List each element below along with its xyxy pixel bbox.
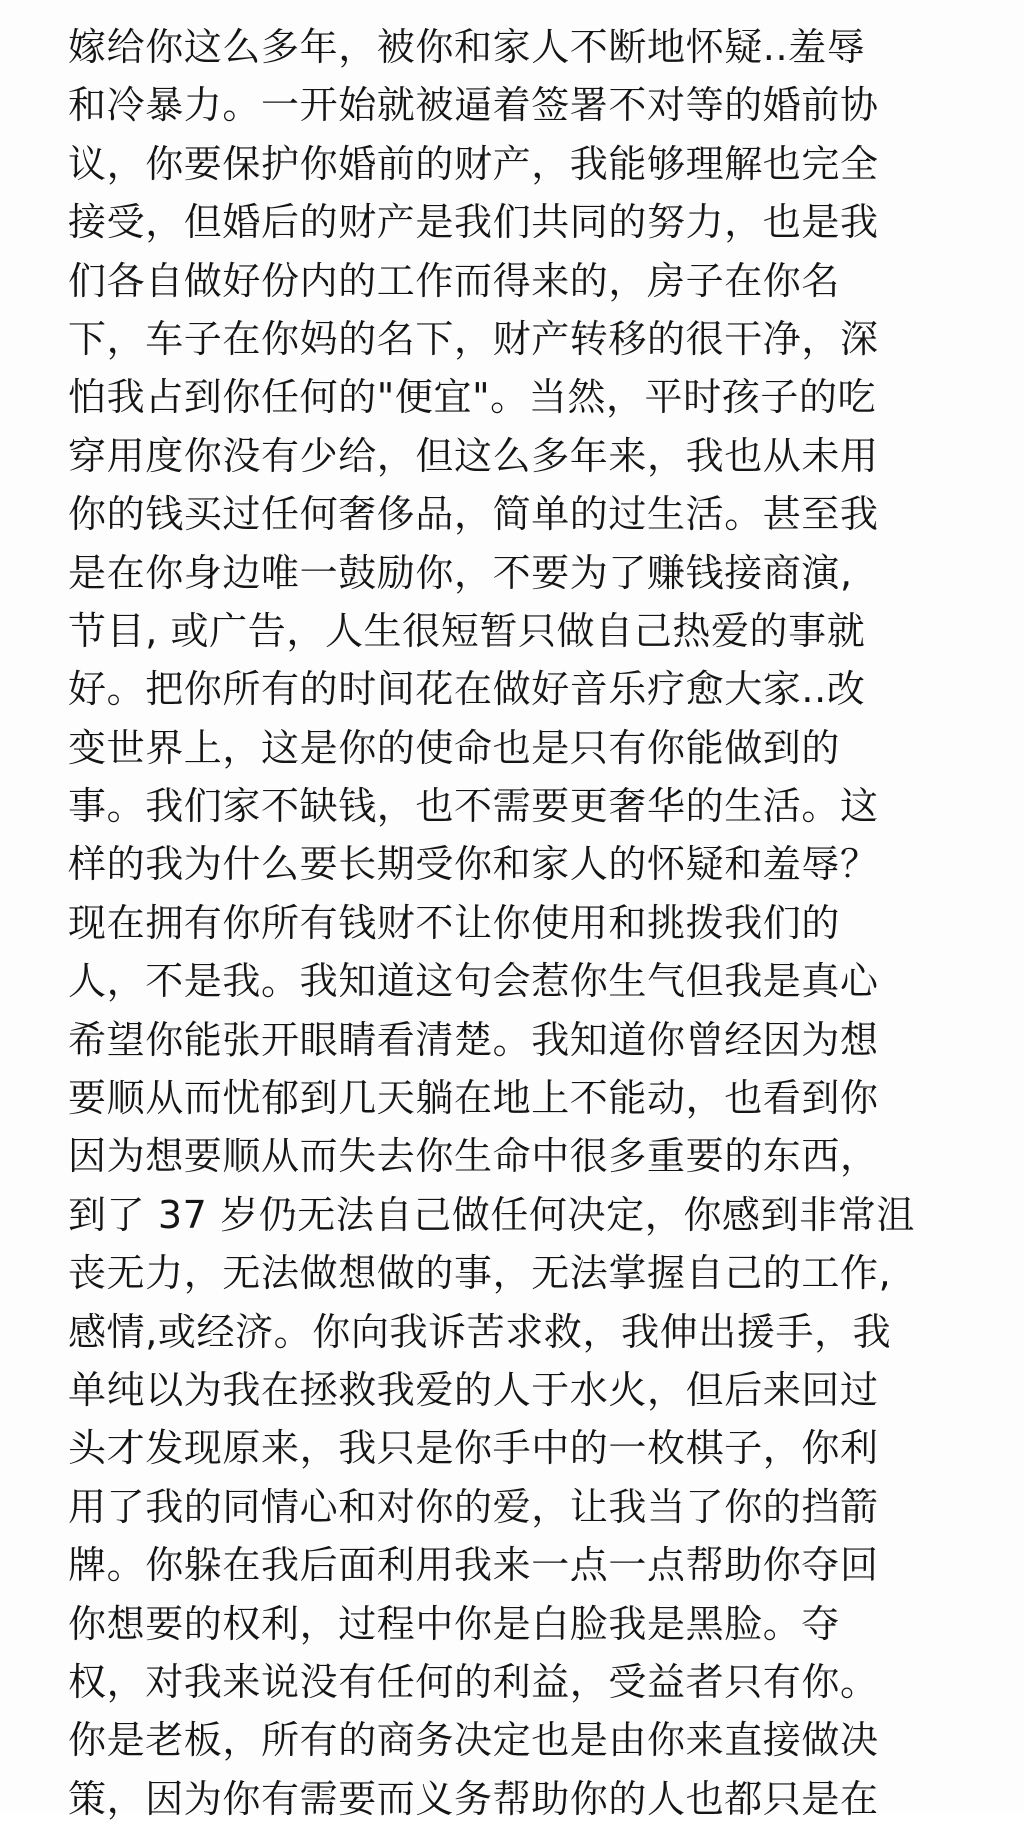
text-line: 是在你身边唯一鼓励你，不要为了赚钱接商演, (68, 550, 853, 595)
text-line: 用了我的同情心和对你的爱，让我当了你的挡箭 (68, 1484, 879, 1529)
text-line: 因为想要顺从而失去你生命中很多重要的东西， (68, 1134, 879, 1179)
text-line: 人，不是我。我知道这句会惹你生气但我是真心 (68, 959, 879, 1004)
text-line: 策，因为你有需要而义务帮助你的人也都只是在 (68, 1776, 879, 1821)
document-body (68, 18, 998, 1828)
text-line: 议，你要保护你婚前的财产，我能够理解也完全 (68, 141, 879, 186)
text-line: 牌。你躲在我后面利用我来一点一点帮助你夺回 (68, 1543, 879, 1588)
text-line: 丧无力，无法做想做的事，无法掌握自己的工作, (68, 1251, 892, 1296)
text-line: 穿用度你没有少给，但这么多年来，我也从未用 (68, 433, 879, 478)
text-line: 和冷暴力。一开始就被逼着签署不对等的婚前协 (68, 83, 879, 128)
text-line: 权，对我来说没有任何的利益，受益者只有你。 (68, 1659, 879, 1704)
text-line: 们各自做好份内的工作而得来的，房子在你名 (68, 258, 841, 303)
text-line: 好。把你所有的时间花在做好音乐疗愈大家..改 (68, 667, 866, 712)
text-line: 现在拥有你所有钱财不让你使用和挑拨我们的 (68, 900, 841, 945)
text-line: 节目, 或广告，人生很短暂只做自己热爱的事就 (68, 608, 866, 653)
text-line: 希望你能张开眼睛看清楚。我知道你曾经因为想 (68, 1017, 879, 1062)
text-line: 你的钱买过任何奢侈品，简单的过生活。甚至我 (68, 492, 879, 537)
text-line: 感情,或经济。你向我诉苦求救，我伸出援手，我 (68, 1309, 892, 1354)
text-line: 事。我们家不缺钱，也不需要更奢华的生活。这 (68, 784, 879, 829)
text-line: 接受，但婚后的财产是我们共同的努力，也是我 (68, 200, 879, 245)
text-line: 变世界上，这是你的使命也是只有你能做到的 (68, 725, 841, 770)
text-line: 单纯以为我在拯救我爱的人于水火，但后来回过 (68, 1367, 879, 1412)
text-line: 样的我为什么要长期受你和家人的怀疑和羞辱？ (68, 842, 879, 887)
text-line: 怕我占到你任何的"便宜"。当然，平时孩子的吃 (68, 375, 877, 420)
text-line: 嫁给你这么多年，被你和家人不断地怀疑..羞辱 (68, 25, 866, 69)
text-line: 头才发现原来，我只是你手中的一枚棋子，你利 (68, 1426, 879, 1471)
text-line: 要顺从而忧郁到几天躺在地上不能动，也看到你 (68, 1076, 879, 1121)
text-line: 下，车子在你妈的名下，财产转移的很干净，深 (68, 316, 879, 361)
text-line: 到了 37 岁仍无法自己做任何决定，你感到非常沮 (68, 1192, 915, 1237)
text-line: 你想要的权利，过程中你是白脸我是黑脸。夺 (68, 1601, 841, 1646)
text-line: 你是老板，所有的商务决定也是由你来直接做决 (68, 1718, 879, 1763)
